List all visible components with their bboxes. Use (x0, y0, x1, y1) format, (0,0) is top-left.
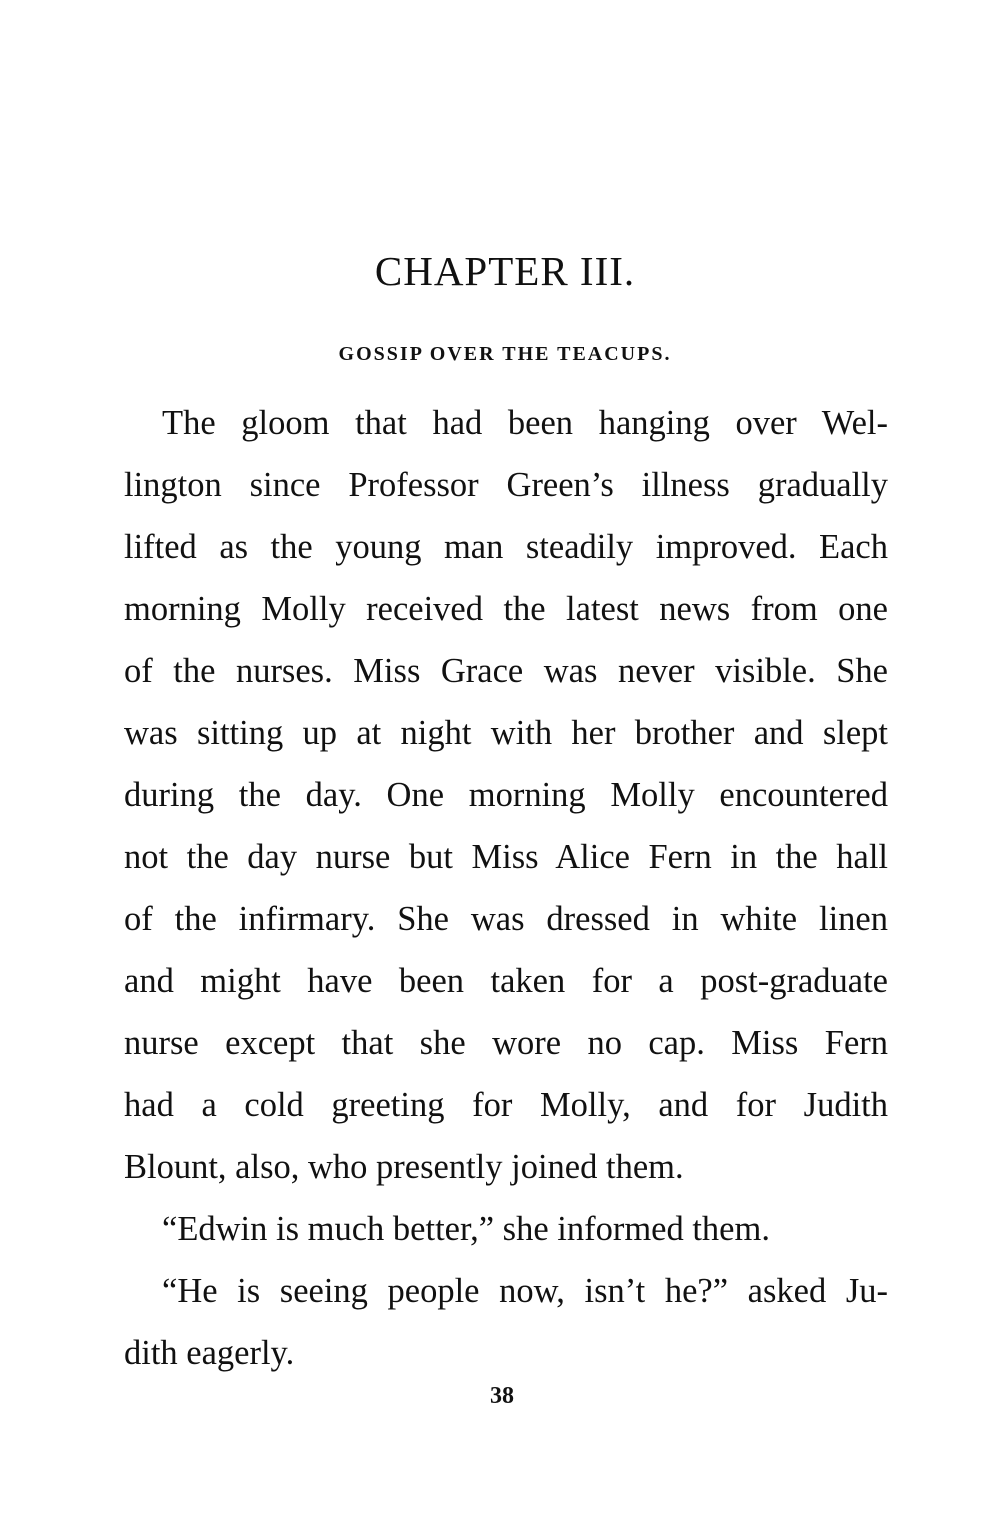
page-number: 38 (490, 1383, 514, 1409)
text-line: “Edwin is much better,” she informed them. (162, 1210, 770, 1248)
text-line: of the nurses. Miss Grace was never visible. She (124, 652, 888, 690)
text-line: not the day nurse but Miss Alice Fern in the hall (124, 838, 888, 876)
text-line: during the day. One morning Molly encountered (124, 776, 888, 814)
chapter-body (124, 392, 888, 1384)
text-line: of the infirmary. She was dressed in white linen (124, 900, 888, 938)
text-line: dith eagerly. (124, 1334, 295, 1372)
text-line: and might have been taken for a post-graduate (124, 962, 888, 1000)
chapter-subtitle: GOSSIP OVER THE TEACUPS. (338, 343, 672, 365)
text-line: “He is seeing people now, isn’t he?” asked Ju- (162, 1272, 888, 1310)
chapter-title: CHAPTER III. (374, 248, 636, 294)
text-line: was sitting up at night with her brother and slept (124, 714, 888, 752)
text-line: lifted as the young man steadily improved. Each (124, 528, 888, 566)
text-line: The gloom that had been hanging over Wel- (162, 404, 888, 442)
text-line: lington since Professor Green’s illness gradually (124, 466, 888, 504)
text-line: nurse except that she wore no cap. Miss Fern (124, 1024, 888, 1062)
text-line: had a cold greeting for Molly, and for Judith (124, 1086, 888, 1124)
text-line: morning Molly received the latest news from one (124, 590, 888, 628)
text-line: Blount, also, who presently joined them. (124, 1148, 684, 1186)
